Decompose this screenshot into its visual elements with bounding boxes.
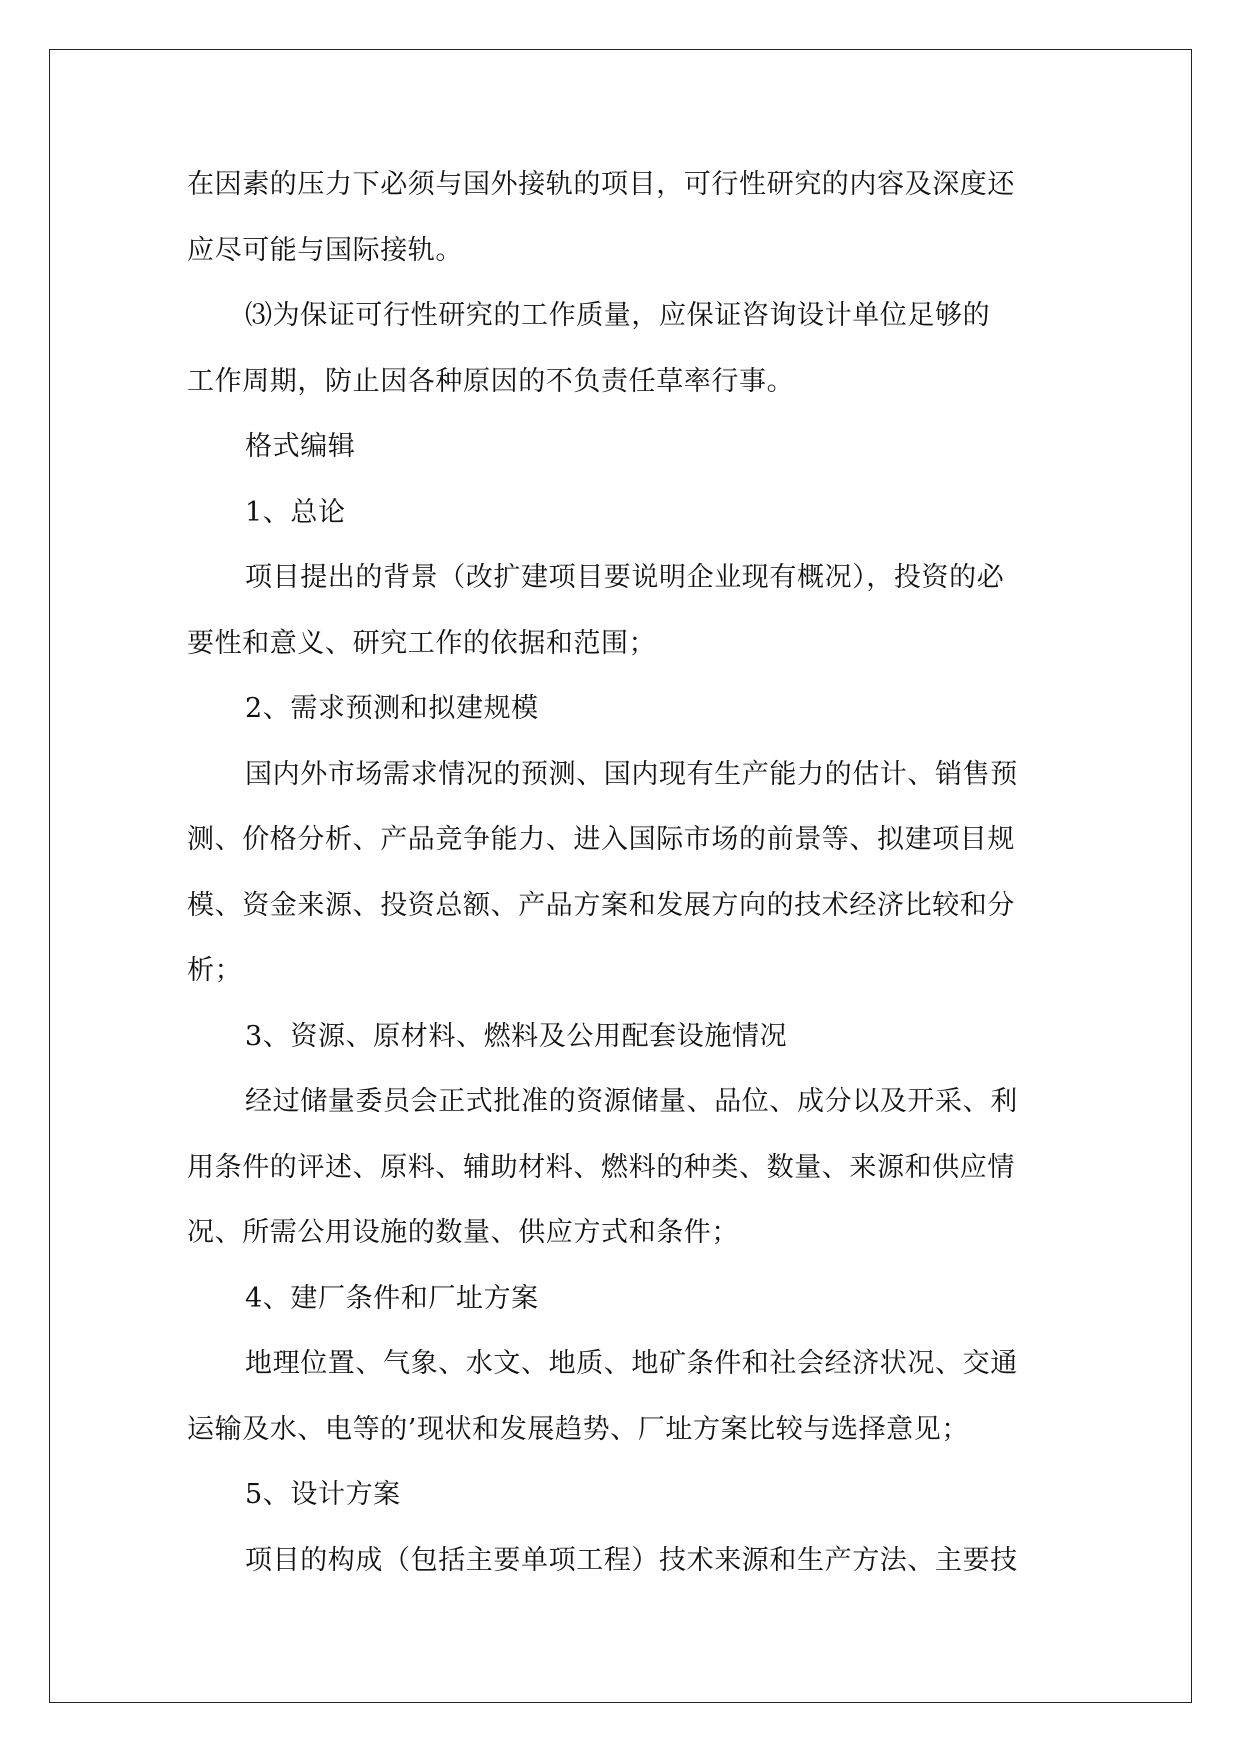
text-line: 工作周期，防止因各种原因的不负责任草率行事。	[187, 365, 795, 397]
text-line: ⑶为保证可行性研究的工作质量，应保证咨询设计单位足够的	[245, 300, 991, 331]
text-line: 况、所需公用设施的数量、供应方式和条件；	[187, 1217, 739, 1248]
text-line: 用条件的评述、原料、辅助材料、燃料的种类、数量、来源和供应情	[187, 1151, 1015, 1183]
text-line: 地理位置、气象、水文、地质、地矿条件和社会经济状况、交通	[245, 1348, 1018, 1379]
text-line: 在因素的压力下必须与国外接轨的项目，可行性研究的内容及深度还	[187, 169, 1015, 200]
text-line: 2、需求预测和拟建规模	[245, 693, 539, 724]
text-line: 格式编辑	[245, 431, 356, 462]
text-line: 测、价格分析、产品竞争能力、进入国际市场的前景等、拟建项目规	[187, 824, 1015, 855]
text-line: 5、设计方案	[245, 1479, 401, 1510]
text-line: 4、建厂条件和厂址方案	[245, 1282, 539, 1314]
text-line: 模、资金来源、投资总额、产品方案和发展方向的技术经济比较和分	[187, 889, 1015, 921]
text-line: 运输及水、电等的’现状和发展趋势、厂址方案比较与选择意见；	[187, 1413, 969, 1445]
text-line: 3、资源、原材料、燃料及公用配套设施情况	[245, 1020, 788, 1052]
text-line: 应尽可能与国际接轨。	[187, 234, 463, 266]
document-body	[187, 152, 1055, 1593]
text-line: 国内外市场需求情况的预测、国内现有生产能力的估计、销售预	[245, 758, 1018, 790]
text-line: 项目提出的背景（改扩建项目要说明企业现有概况），投资的必	[245, 562, 1005, 593]
text-line: 要性和意义、研究工作的依据和范围；	[187, 627, 657, 659]
text-line: 1、总论	[245, 496, 346, 528]
text-line: 经过储量委员会正式批准的资源储量、品位、成分以及开采、利	[245, 1086, 1018, 1117]
text-line: 析；	[187, 955, 243, 986]
text-line: 项目的构成（包括主要单项工程）技术来源和生产方法、主要技	[245, 1544, 1018, 1576]
